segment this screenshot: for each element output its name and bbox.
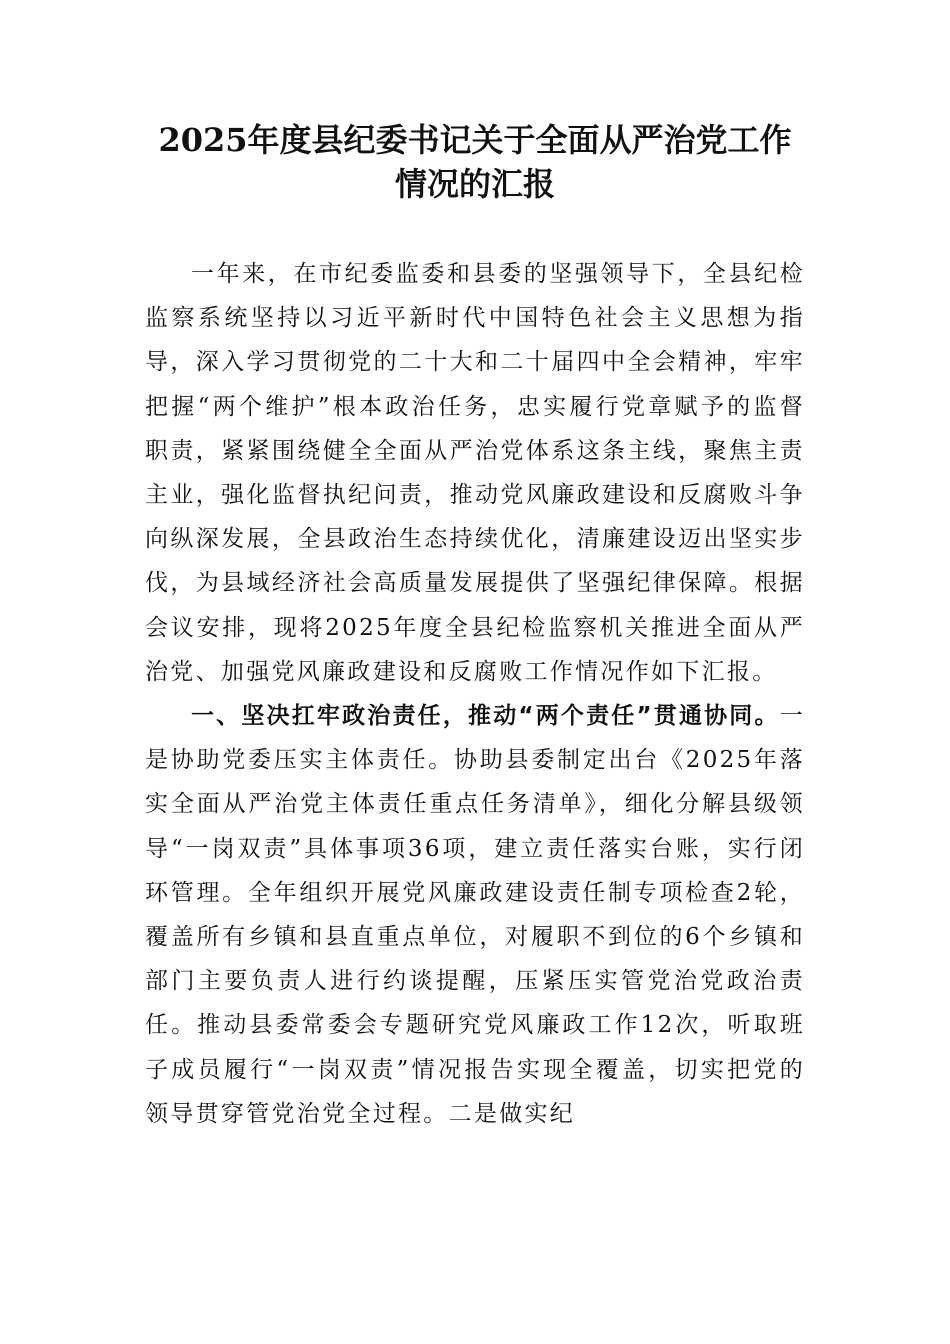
section-1-paragraph [145,694,805,1136]
document-body [145,252,805,1136]
section-1-heading: 一、坚决扛牢政治责任，推动“两个责任”贯通协同。 [191,703,780,730]
document-title: 2025年度县纪委书记关于全面从严治党工作情况的汇报 [158,121,792,203]
section-1-body: 一是协助党委压实主体责任。协助县委制定出台《2025年落实全面从严治党主体责任重点任务清单》，细化分解县级领导“一岗双责”具体事项36项，建立责任落实台账，实行闭环管理。全年组织开展党风廉政建设责任制专项检查2轮，覆盖所有乡镇和县直重点单位，对履职不到位的6个乡镇和部门主要负责人进行约谈提醒，压紧压实管党治党政治责任。推动县委常委会专题研究党风廉政工作12次，听取班子成员履行“一岗双责”情况报告实现全覆盖，切实把党的领导贯穿管党治党全过程。二是做实纪 [145,703,805,1127]
intro-paragraph: 一年来，在市纪委监委和县委的坚强领导下，全县纪检监察系统坚持以习近平新时代中国特色社会主义思想为指导，深入学习贯彻党的二十大和二十届四中全会精神，牢牢把握“两个维护”根本政治任务，忠实履行党章赋予的监督职责，紧紧围绕健全全面从严治党体系这条主线，聚焦主责主业，强化监督执纪问责，推动党风廉政建设和反腐败斗争向纵深发展，全县政治生态持续优化，清廉建设迈出坚实步伐，为县域经济社会高质量发展提供了坚强纪律保障。根据会议安排，现将2025年度全县纪检监察机关推进全面从严治党、加强党风廉政建设和反腐败工作情况作如下汇报。 [145,261,805,685]
